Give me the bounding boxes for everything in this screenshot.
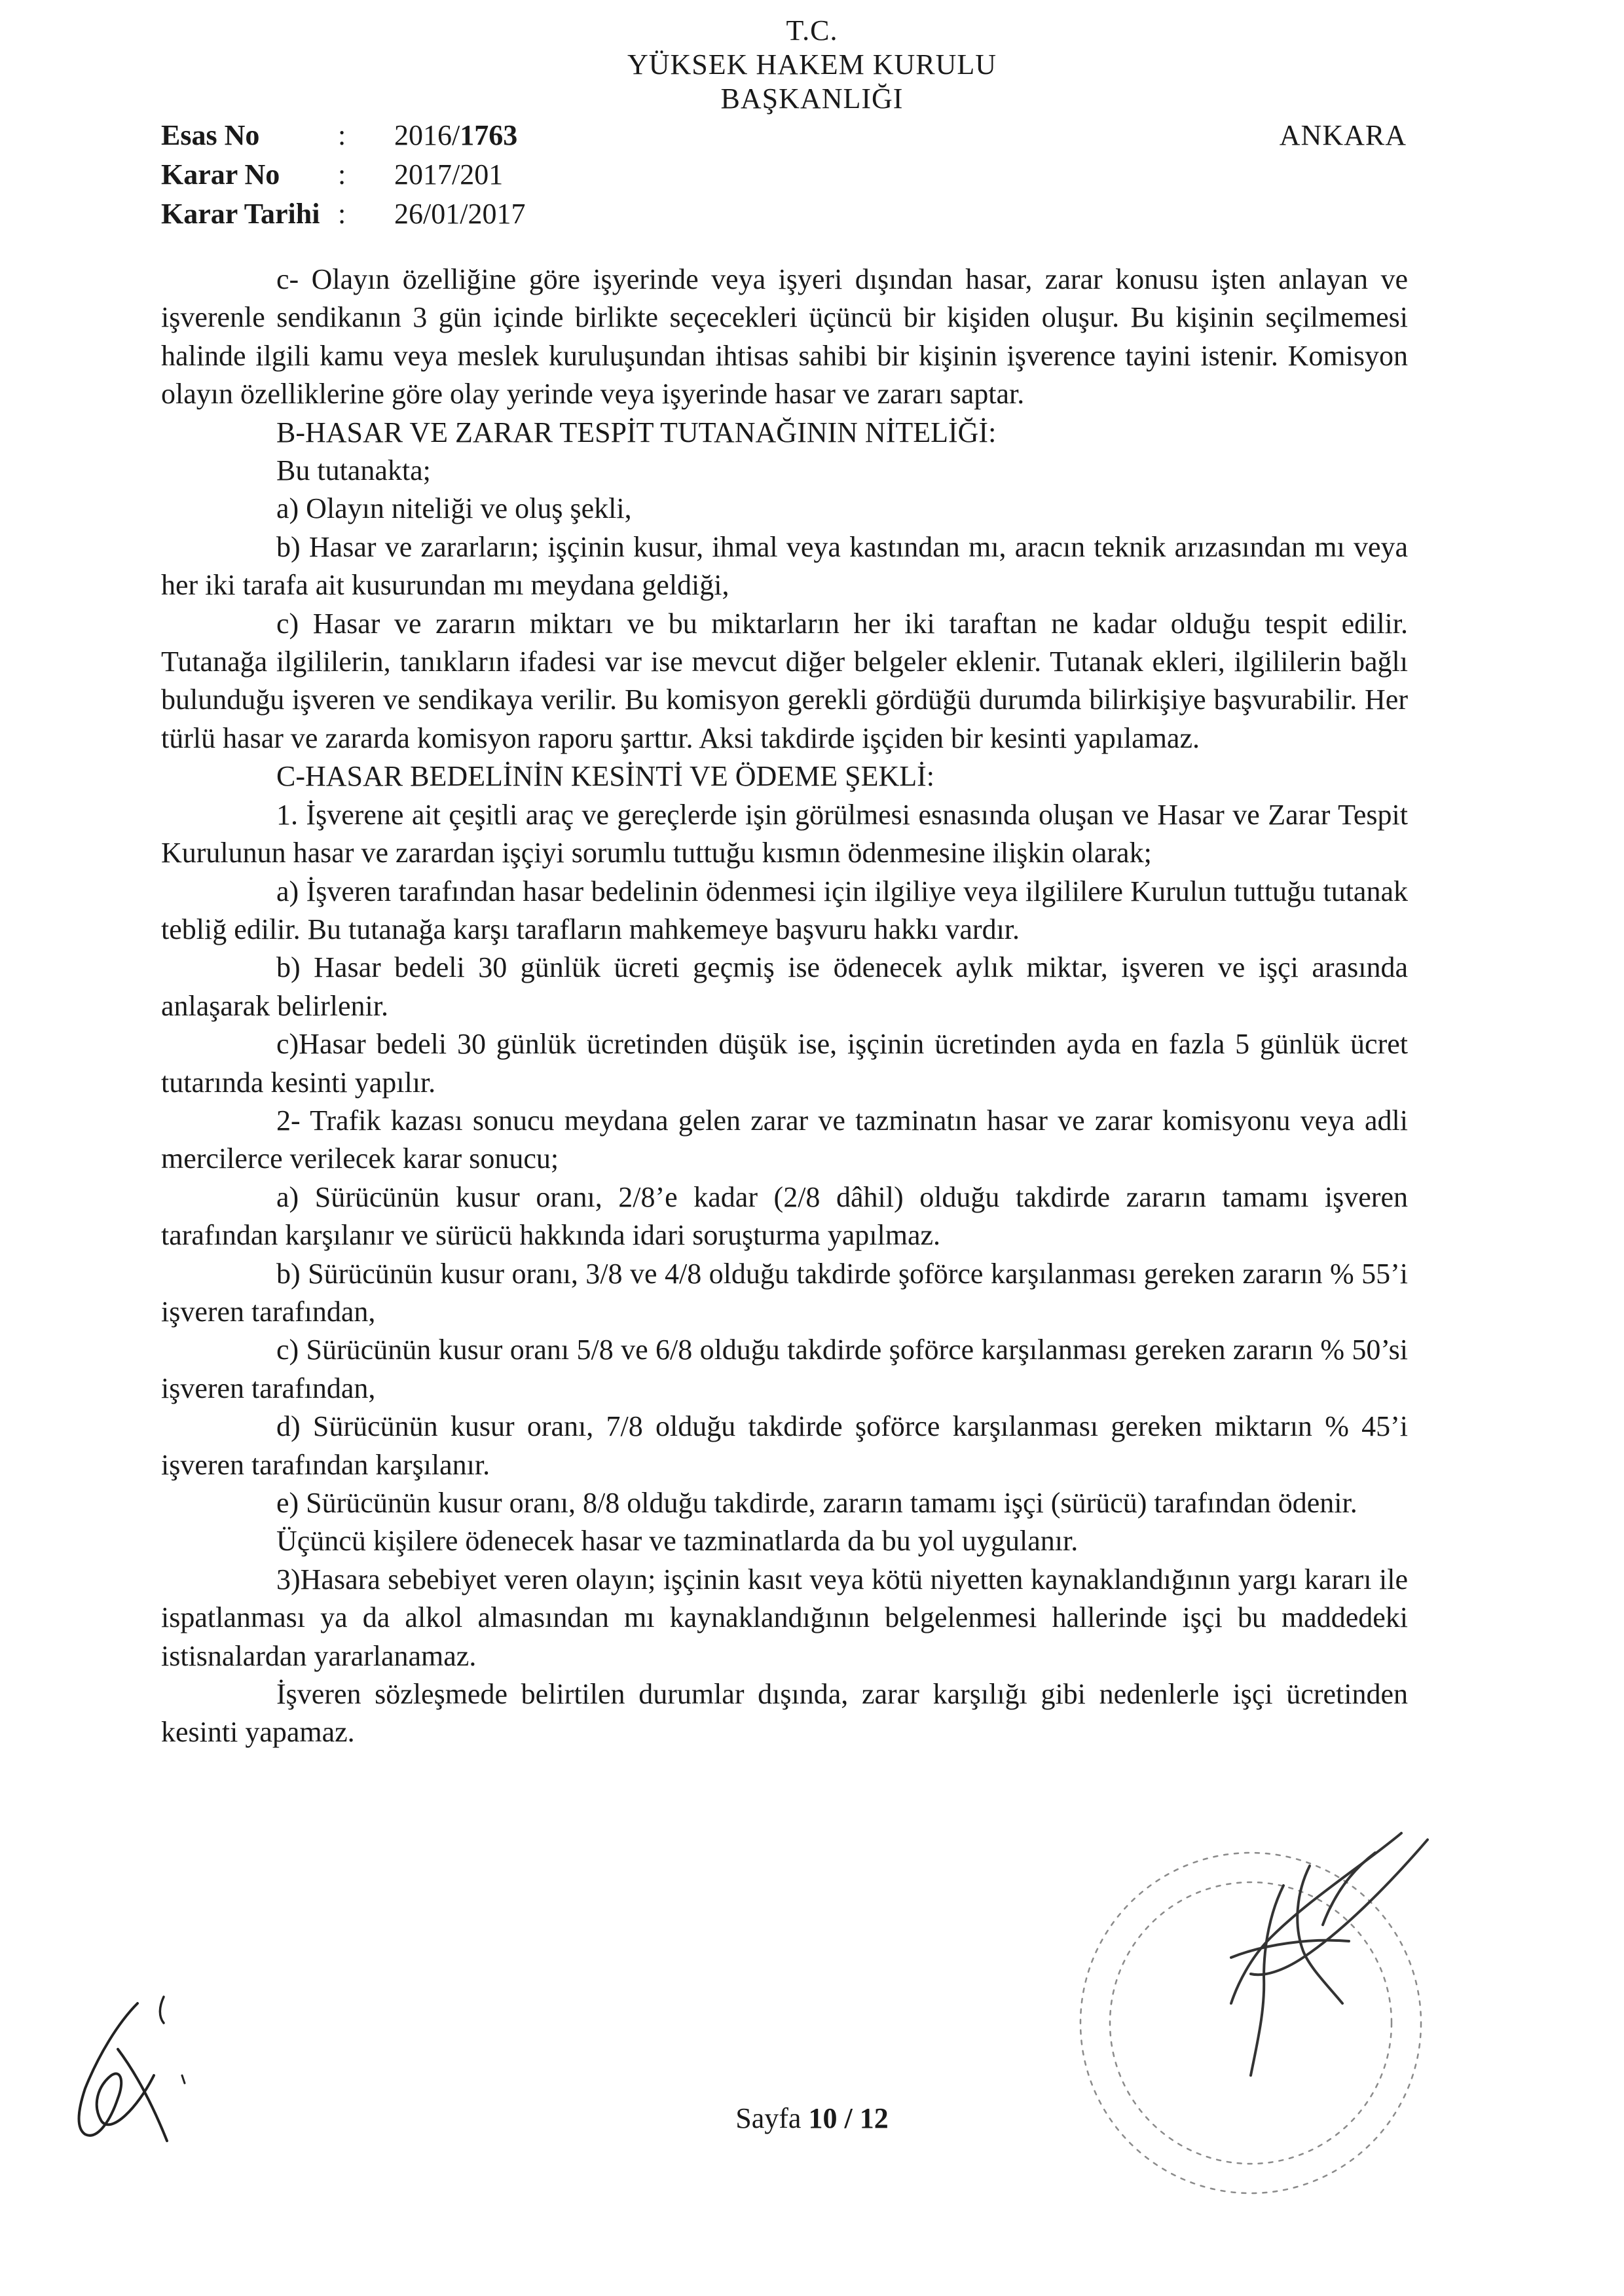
paragraph: d) Sürücünün kusur oranı, 7/8 olduğu takdirde şoförce karşılanması gereken miktarın % 45’i işveren tarafından karşılanır. [161, 1410, 1408, 1481]
paragraph: Bu tutanakta; [276, 454, 431, 487]
meta-value: 2017/201 [394, 158, 504, 191]
page-number: Sayfa 10 / 12 [735, 2102, 889, 2134]
paragraph: b) Hasar bedeli 30 günlük ücreti geçmiş ise ödenecek aylık miktar, işveren ve işçi arasında anlaşarak belirlenir. [161, 951, 1408, 1022]
meta-karar-no: Karar No : 2017/201 [161, 157, 503, 192]
paragraph: c)Hasar bedeli 30 günlük ücretinden düşük ise, işçinin ücretinden ayda en fazla 5 günlük ücret tutarında kesinti yapılır. [161, 1028, 1408, 1099]
meta-label: Esas No [161, 119, 260, 151]
meta-label: Karar Tarihi [161, 198, 320, 230]
section-heading: B-HASAR VE ZARAR TESPİT TUTANAĞININ NİTELİĞİ: [276, 416, 997, 448]
paragraph: a) Olayın niteliği ve oluş şekli, [276, 492, 632, 525]
meta-karar-tarihi: Karar Tarihi : 26/01/2017 [161, 196, 525, 232]
header-city: ANKARA [1279, 119, 1407, 151]
section-heading: C-HASAR BEDELİNİN KESİNTİ VE ÖDEME ŞEKLİ: [276, 760, 934, 793]
header-institution: YÜKSEK HAKEM KURULU [627, 48, 997, 81]
signature-stamp [1035, 1827, 1454, 2219]
meta-value: 2016/1763 [394, 119, 518, 151]
paragraph: İşveren sözleşmede belirtilen durumlar dışında, zarar karşılığı gibi nedenlerle işçi ücretinden kesinti yapamaz. [161, 1678, 1408, 1749]
paragraph: b) Sürücünün kusur oranı, 3/8 ve 4/8 olduğu takdirde şoförce karşılanması gereken zararın % 55’i işveren tarafından, [161, 1257, 1408, 1328]
paragraph: c) Hasar ve zararın miktarı ve bu miktarların her iki taraftan ne kadar olduğu tespit edilir. Tutanağa ilgililerin, tanıkların ifadesi var ise mevcut diğer belgeler eklenir. Tutanak ekleri, ilgililerin bağlı bulunduğu işveren ve sendikaya verilir. Bu komisyon gerekli gördüğü durumda bilirkişiye başvurabilir. Her türlü hasar ve zararda komisyon raporu şarttır. Aksi takdirde işçiden bir kesinti yapılamaz. [161, 607, 1408, 754]
paragraph: 3)Hasara sebebiyet veren olayın; işçinin kasıt veya kötü niyetten kaynaklandığının yargı kararı ile ispatlanması ya da alkol almasından mı kaynaklandığının belgelenmesi hallerinde işçi bu maddedeki istisnalardan yararlanamaz. [161, 1563, 1408, 1672]
paragraph: a) İşveren tarafından hasar bedelinin ödenmesi için ilgiliye veya ilgililere Kurulun tuttuğu tutanak tebliğ edilir. Bu tutanağa karşı tarafların mahkemeye başvuru hakkı vardır. [161, 875, 1408, 945]
paragraph: 1. İşverene ait çeşitli araç ve gereçlerde işin görülmesi esnasında oluşan ve Hasar ve Zarar Tespit Kurulunun hasar ve zarardan işçiyi sorumlu tuttuğu kısmın ödenmesine ilişkin olarak; [161, 798, 1408, 869]
meta-esas-no: Esas No : 2016/1763 [161, 118, 517, 153]
header-tc: T.C. [786, 14, 838, 46]
document-body [161, 261, 1408, 1752]
paragraph: Üçüncü kişilere ödenecek hasar ve tazminatlarda da bu yol uygulanır. [276, 1525, 1079, 1558]
paragraph: c- Olayın özelliğine göre işyerinde veya işyeri dışından hasar, zarar konusu işten anlayan ve işverenle sendikanın 3 gün içinde birlikte seçecekleri üçüncü bir kişiden oluşur. Bu kişinin seçilmemesi halinde ilgili kamu veya meslek kuruluşundan ihtisas sahibi bir kişinin işverence tayini istenir. Komisyon olayın özelliklerine göre olay yerinde veya işyerinde hasar ve zararı saptar. [161, 263, 1408, 410]
paragraph: b) Hasar ve zararların; işçinin kusur, ihmal veya kastından mı, aracın teknik arızasından mı veya her iki tarafa ait kusurundan mı meydana geldiği, [161, 530, 1408, 602]
paragraph: c) Sürücünün kusur oranı 5/8 ve 6/8 olduğu takdirde şoförce karşılanması gereken zararın % 50’si işveren tarafından, [161, 1334, 1408, 1404]
paragraph: a) Sürücünün kusur oranı, 2/8’e kadar (2/8 dâhil) olduğu takdirde zararın tamamı işveren tarafından karşılanır ve sürücü hakkında idari soruşturma yapılmaz. [161, 1180, 1408, 1252]
meta-value: 26/01/2017 [394, 198, 526, 230]
meta-label: Karar No [161, 158, 280, 191]
header-presidency: BAŞKANLIĞI [720, 82, 904, 115]
paragraph: e) Sürücünün kusur oranı, 8/8 olduğu takdirde, zararın tamamı işçi (sürücü) tarafından ödenir. [276, 1487, 1357, 1519]
paragraph: 2- Trafik kazası sonucu meydana gelen zarar ve tazminatın hasar ve zarar komisyonu veya adli mercilerce verilecek karar sonucu; [161, 1104, 1408, 1175]
